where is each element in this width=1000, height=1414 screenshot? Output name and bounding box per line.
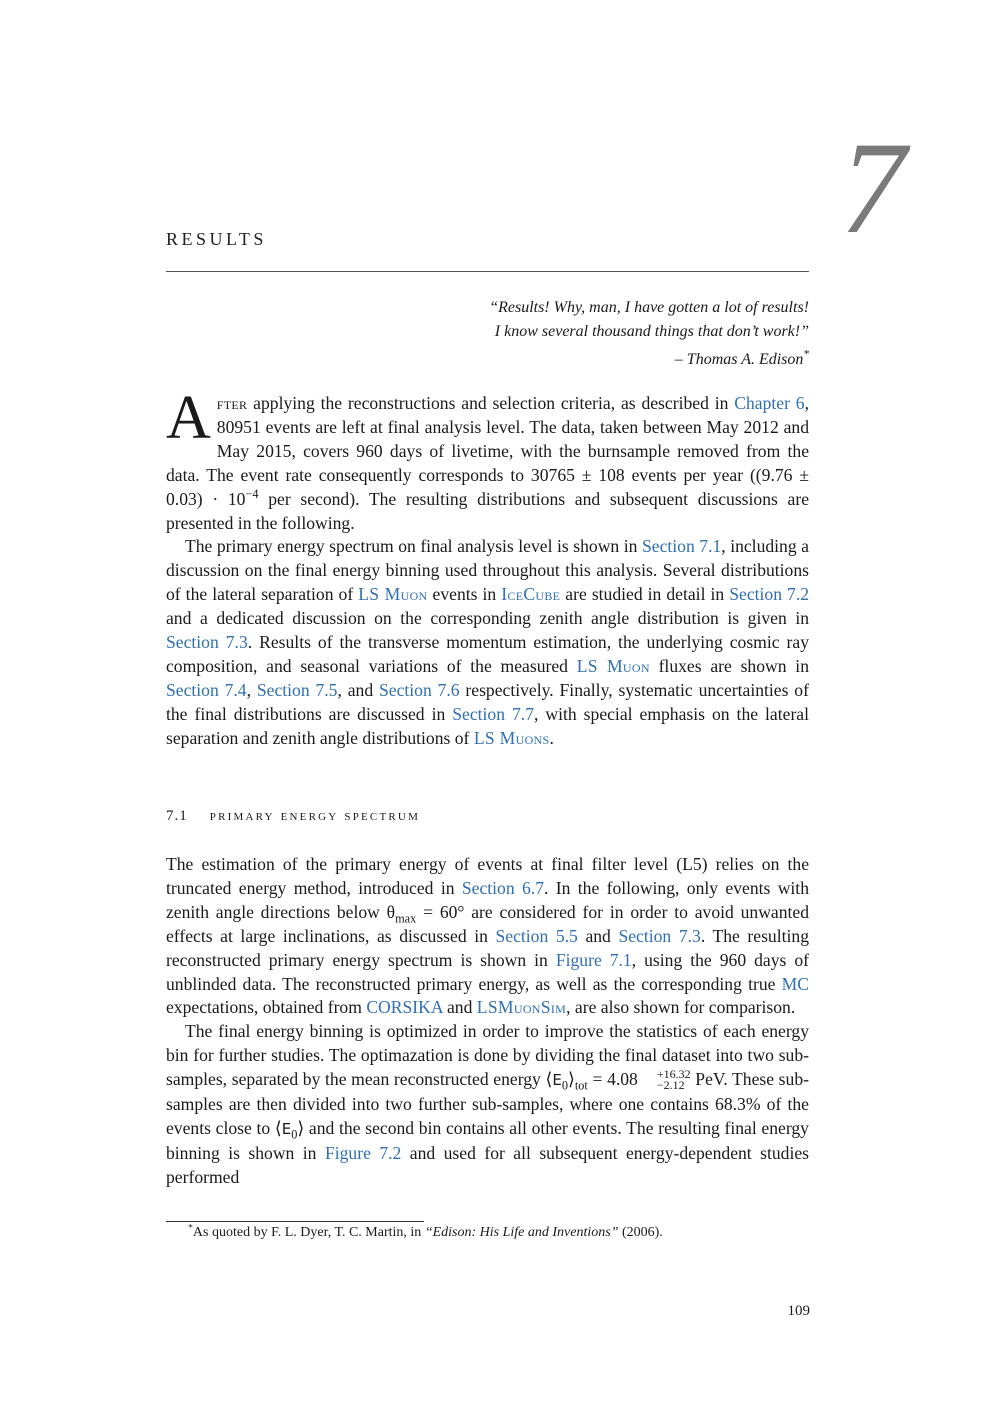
binning-paragraph <box>166 1020 809 1189</box>
link-section-7-7[interactable]: Section 7.7 <box>452 703 535 724</box>
exponent: −4 <box>245 486 259 501</box>
subscript: 0 <box>291 1127 298 1142</box>
text: are studied in detail in <box>560 584 730 605</box>
section-heading <box>166 808 420 825</box>
link-section-7-3[interactable]: Section 7.3 <box>618 925 701 946</box>
subscript: tot <box>574 1078 588 1093</box>
epigraph-line-1: “Results! Why, man, I have gotten a lot of results! <box>489 299 809 316</box>
uncertainty-stack <box>638 1069 691 1091</box>
text: As quoted by F. L. Dyer, T. C. Martin, in <box>192 1225 425 1240</box>
footnote-marker: * <box>188 1222 193 1234</box>
drop-cap: A <box>166 384 211 452</box>
lead-in: fter <box>216 393 248 413</box>
text: , including a discussion on the final energy binning used throughout this analysis. Several distributions of the lateral separation of <box>166 536 809 605</box>
text: The final energy binning is optimized in order to improve the statistics of each energy bin for further studies. The optimazation is done by dividing the final dataset into two sub-samples, separated by the mean reconstructed energy ⟨ <box>166 1021 809 1090</box>
text: The estimation of the primary energy of events at final filter level (L5) relies on the truncated energy method, introduced in <box>166 854 809 898</box>
text: and <box>577 925 619 946</box>
link-chapter-6[interactable]: Chapter 6 <box>734 393 805 413</box>
link-icecube[interactable]: IceCube <box>501 584 561 605</box>
chapter-title: RESULTS <box>166 229 267 249</box>
link-section-7-1[interactable]: Section 7.1 <box>641 536 722 557</box>
text: = 60° are considered for in order to avoid unwanted effects at large inclinations, as discussed in <box>166 901 810 946</box>
link-ls-muon[interactable]: LS Muon <box>358 584 428 605</box>
text: . In the following, only events with zenith angle directions below θ <box>166 877 809 922</box>
text: and a dedicated discussion on the corresponding zenith angle distribution is given in <box>166 608 809 629</box>
footnote <box>188 1223 663 1243</box>
text: and <box>442 997 477 1018</box>
chapter-rule <box>166 271 809 272</box>
text: per second). The resulting distributions and subsequent discussions are presented in the following. <box>166 488 809 533</box>
text: expectations, obtained from <box>166 997 367 1018</box>
overview-paragraph <box>166 535 809 750</box>
text: , using the 960 days of unblinded data. The reconstructed primary energy, as well as the corresponding true <box>166 949 810 994</box>
text: The primary energy spectrum on final analysis level is shown in <box>185 536 642 557</box>
text: , are also shown for comparison. <box>566 997 796 1018</box>
link-ls-muon[interactable]: LS Muon <box>576 655 650 676</box>
energy-paragraph <box>166 853 809 1020</box>
text: applying the reconstructions and selection criteria, as described in <box>247 393 735 413</box>
text: (2006). <box>618 1225 663 1240</box>
epigraph-line-2: I know several thousand things that don’t work!” <box>494 323 809 340</box>
lower-uncertainty: −2.12 <box>656 1078 685 1093</box>
book-title: “Edison: His Life and Inventions” <box>424 1225 619 1240</box>
link-ls-muons[interactable]: LS Muons <box>473 727 550 748</box>
text: respectively. Finally, systematic uncertainties of the final distributions are discussed in <box>166 679 809 724</box>
text: . Results of the transverse momentum estimation, the underlying cosmic ray composition, and seasonal variations of the measured <box>166 632 809 676</box>
chapter-number: 7 <box>840 114 902 261</box>
section-title: primary energy spectrum <box>209 808 421 824</box>
subscript: max <box>395 911 417 926</box>
text: , with special emphasis on the lateral separation and zenith angle distributions of <box>166 703 809 748</box>
subscript: 0 <box>561 1078 568 1093</box>
section-body <box>166 853 809 1190</box>
upper-uncertainty: +16.32 <box>656 1067 691 1082</box>
text: fluxes are shown in <box>649 655 809 676</box>
text: , <box>246 679 257 700</box>
symbol: E <box>281 1119 292 1138</box>
link-section-7-3[interactable]: Section 7.3 <box>166 632 248 653</box>
text: = 4.08 <box>587 1069 638 1090</box>
epigraph-author-name: – Thomas A. Edison <box>674 351 804 368</box>
link-section-7-4[interactable]: Section 7.4 <box>166 679 247 700</box>
text: ⟩ <box>567 1069 575 1090</box>
link-section-7-6[interactable]: Section 7.6 <box>378 679 460 700</box>
text: . <box>549 727 554 748</box>
epigraph-author <box>380 348 809 372</box>
text: and used for all subsequent energy-dependent studies performed <box>166 1142 810 1187</box>
link-corsika[interactable]: CORSIKA <box>366 997 443 1018</box>
intro-paragraph <box>166 384 810 751</box>
link-section-7-5[interactable]: Section 7.5 <box>256 679 338 700</box>
epigraph <box>380 296 809 372</box>
footnote-marker: * <box>803 348 809 361</box>
link-section-5-5[interactable]: Section 5.5 <box>495 925 578 946</box>
page-number: 109 <box>787 1303 810 1319</box>
text: , and <box>337 679 379 700</box>
link-figure-7-2[interactable]: Figure 7.2 <box>324 1142 402 1163</box>
link-figure-7-1[interactable]: Figure 7.1 <box>555 949 632 970</box>
link-section-7-2[interactable]: Section 7.2 <box>729 584 810 605</box>
text: , 80951 events are left at final analysis level. The data, taken between May 2012 and May 2015, covers 960 days of livetime, with the burnsample removed from the data. The event rate consequently corresponds to 30765 ± 108 events per year ((9.76 ± 0.03) · 10 <box>166 393 809 509</box>
section-number: 7.1 <box>166 808 188 824</box>
text: ⟩ and the second bin contains all other events. The resulting final energy binning is shown in <box>166 1117 809 1163</box>
footnote-rule <box>166 1221 424 1222</box>
text: . The resulting reconstructed primary energy spectrum is shown in <box>166 925 809 970</box>
symbol: E <box>552 1071 562 1090</box>
link-mc[interactable]: MC <box>781 973 809 994</box>
text: events in <box>427 584 502 605</box>
text: PeV. These sub-samples are then divided into two further sub-samples, where one contains 68.3% of the events close to ⟨ <box>166 1069 809 1138</box>
link-lsmuonsim[interactable]: LSMuonSim <box>476 997 567 1018</box>
link-section-6-7[interactable]: Section 6.7 <box>461 877 544 898</box>
